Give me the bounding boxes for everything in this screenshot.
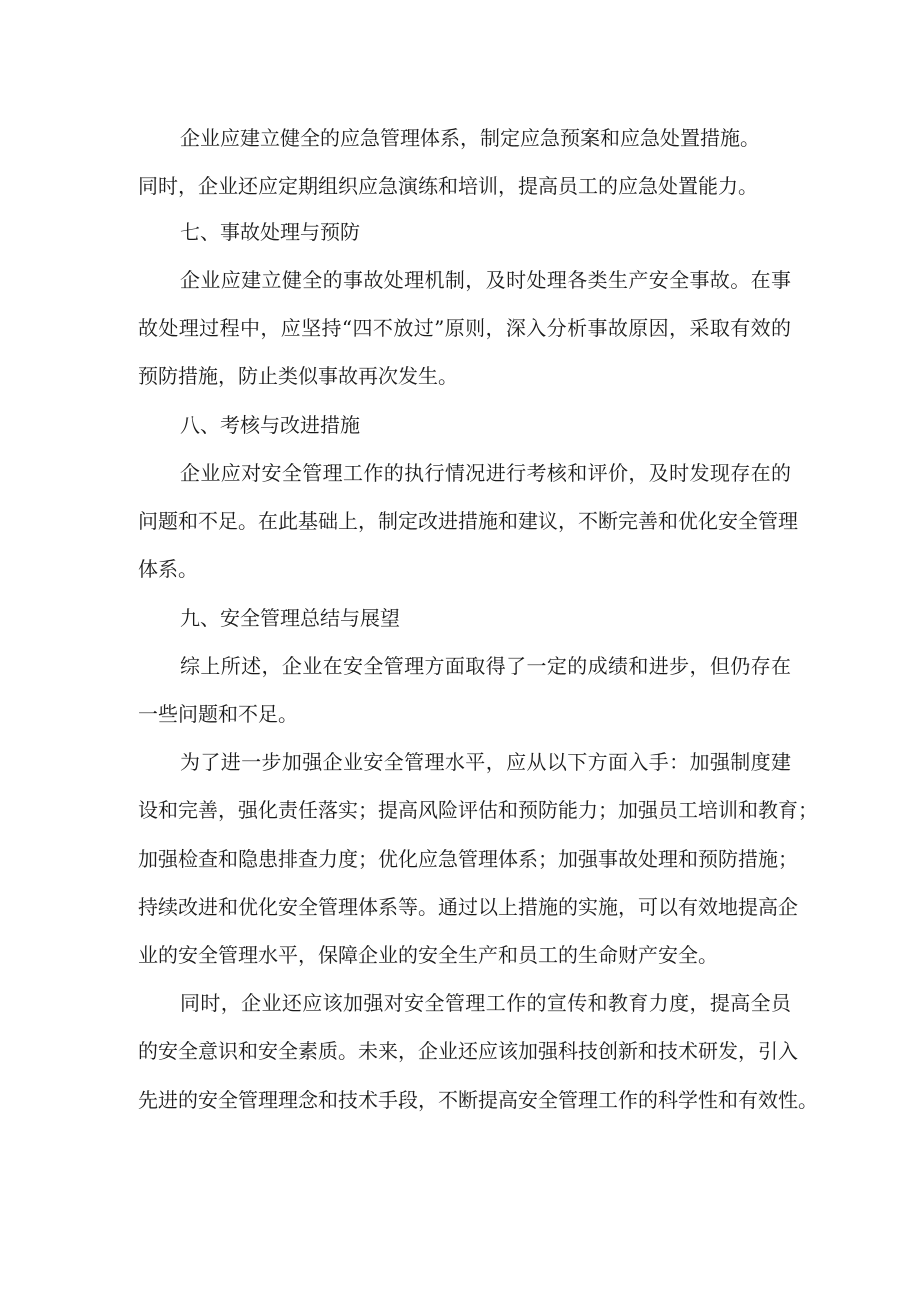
section-heading-8: 八、考核与改进措施: [180, 413, 360, 437]
paragraph-line: 综上所述，企业在安全管理方面取得了一定的成绩和进步，但仍存在: [180, 654, 791, 678]
paragraph-line: 同时，企业还应定期组织应急演练和培训，提高员工的应急处置能力。: [138, 174, 758, 198]
paragraph-line: 问题和不足。在此基础上，制定改进措施和建议，不断完善和优化安全管理: [138, 509, 798, 533]
paragraph-line: 为了进一步加强企业安全管理水平，应从以下方面入手：加强制度建: [180, 750, 791, 774]
paragraph-line: 预防措施，防止类似事故再次发生。: [138, 364, 458, 388]
section-heading-7: 七、事故处理与预防: [180, 220, 360, 244]
paragraph-line: 业的安全管理水平，保障企业的安全生产和员工的生命财产安全。: [138, 943, 718, 967]
paragraph-line: 企业应建立健全的事故处理机制，及时处理各类生产安全事故。在事: [180, 268, 791, 292]
paragraph-line: 先进的安全管理理念和技术手段，不断提高安全管理工作的科学性和有效性。: [138, 1088, 818, 1112]
paragraph-line: 同时，企业还应该加强对安全管理工作的宣传和教育力度，提高全员: [180, 991, 791, 1015]
paragraph-line: 企业应建立健全的应急管理体系，制定应急预案和应急处置措施。: [180, 126, 760, 150]
paragraph-line: 设和完善，强化责任落实；提高风险评估和预防能力；加强员工培训和教育；: [138, 798, 818, 822]
paragraph-line: 的安全意识和安全素质。未来，企业还应该加强科技创新和技术研发，引入: [138, 1039, 798, 1063]
paragraph-line: 故处理过程中，应坚持“四不放过”原则，深入分析事故原因，采取有效的: [138, 316, 791, 340]
paragraph-line: 企业应对安全管理工作的执行情况进行考核和评价，及时发现存在的: [180, 461, 791, 485]
paragraph-line: 一些问题和不足。: [138, 702, 298, 726]
section-heading-9: 九、安全管理总结与展望: [180, 606, 400, 630]
paragraph-line: 体系。: [138, 557, 198, 581]
paragraph-line: 加强检查和隐患排查力度；优化应急管理体系；加强事故处理和预防措施；: [138, 847, 798, 871]
paragraph-line: 持续改进和优化安全管理体系等。通过以上措施的实施，可以有效地提高企: [138, 895, 798, 919]
